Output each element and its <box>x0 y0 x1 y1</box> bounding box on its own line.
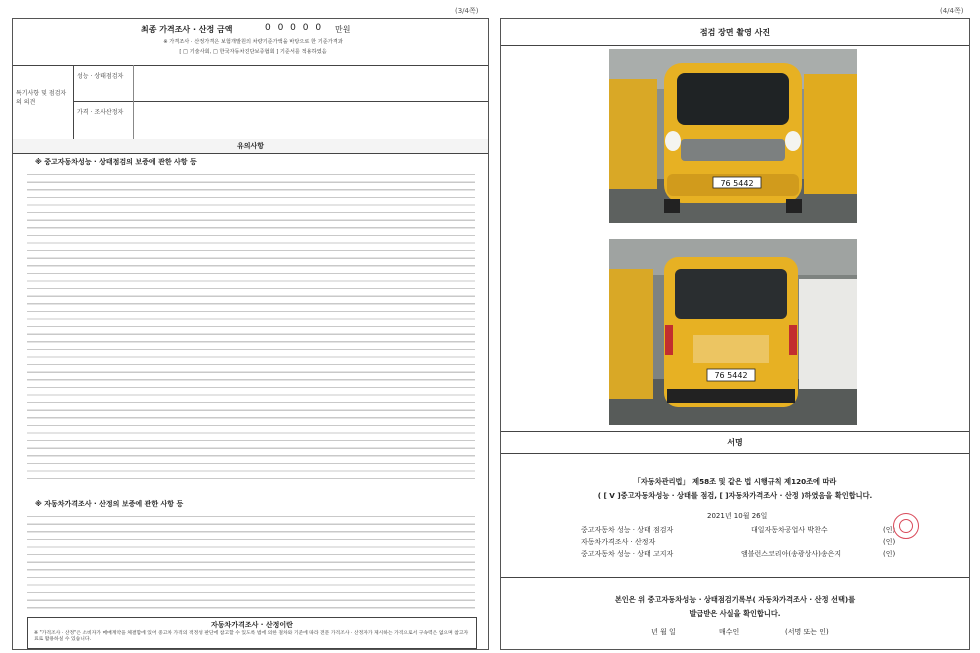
sign-row-1-value: 대일자동차공업사 박찬수 <box>751 526 828 534</box>
price-value: 0 0 0 0 0 <box>265 23 324 33</box>
sign-row-3-value: 앰블런스코리아(송광상사)송은지 <box>741 550 842 558</box>
receipt-line-1: 본인은 위 중고자동차성능 · 상태점검기록부( 자동차가격조사 · 산정 선택)를 <box>614 595 856 604</box>
statement-line-1: 「자동차관리법」 제58조 및 같은 법 시행규칙 제120조에 따라 <box>633 477 837 486</box>
footer-box <box>27 617 477 649</box>
sign-row-3-sign: (인) <box>883 550 896 558</box>
sign-row-1-label: 중고자동차 성능 · 상태 점검자 <box>581 526 674 534</box>
special-row-inspector: 성능 · 상태점검자 <box>77 73 124 80</box>
page-number-right: (4/4쪽) <box>940 7 964 15</box>
sign-title: 서명 <box>727 438 743 447</box>
special-notes-table <box>13 65 488 140</box>
special-notes-label: 특기사항 및 점검자의 의견 <box>16 90 67 106</box>
notice-title: 유의사항 <box>13 139 488 154</box>
section2-title: ※ 자동차가격조사 · 산정의 보증에 관한 사항 등 <box>35 500 184 508</box>
sign-row-2-sign: (인) <box>883 538 896 546</box>
price-section <box>13 19 488 66</box>
price-note-2: [ □ 기술사회, □ 한국자동차진단보증협회 ] 기준서를 적용하였음 <box>179 49 327 55</box>
sign-row-1-sign: (인) <box>883 526 896 534</box>
svg-text:76 5442: 76 5442 <box>714 371 748 380</box>
inspection-photo-rear <box>609 239 857 425</box>
price-note: ※ 가격조사 · 산정가격은 보험개발원의 차량기준가액을 바탕으로 한 기준가격과 <box>163 39 343 45</box>
receipt-date: 년 월 일 <box>651 628 676 636</box>
document-sheet-right <box>500 18 970 650</box>
price-unit: 만원 <box>335 25 351 34</box>
section1-title: ※ 중고자동차성능 · 상태점검의 보증에 관한 사항 등 <box>35 158 197 166</box>
section1-body <box>27 171 475 481</box>
photo-title: 점검 장면 촬영 사진 <box>699 28 771 37</box>
footer-text: ※ "가격조사 · 산정"은 소비자가 매매계약을 체결함에 있어 중고차 가격의 적정성 판단에 참고할 수 있도록 법에 의한 절차와 기준에 따라 전문 가격조사 · 산정자가 제시하는 가격으로서 구속력은 없으며 참고자료로 활용하실 수 있습니다. <box>34 631 469 642</box>
sign-date: 2021년 10월 26일 <box>707 512 768 520</box>
page-number-left: (3/4쪽) <box>455 7 479 15</box>
footer-title: 자동차가격조사 · 산정이란 <box>211 621 293 629</box>
seal-stamp <box>893 513 919 539</box>
buyer-sign: (서명 또는 인) <box>785 628 829 636</box>
inspection-photo-front <box>609 49 857 223</box>
svg-text:76 5442: 76 5442 <box>720 179 754 188</box>
special-row-appraiser: 가격 · 조사산정자 <box>77 109 124 116</box>
price-title: 최종 가격조사 · 산정 금액 <box>141 25 233 34</box>
sign-row-3-label: 중고자동차 성능 · 상태 고지자 <box>581 550 674 558</box>
statement-line-2: ( [ V ]중고자동차성능 · 상태를 점검, [ ]자동차가격조사 · 산정 )하였음을 확인합니다. <box>597 491 873 500</box>
document-sheet-left <box>12 18 489 650</box>
buyer-label: 매수인 <box>719 628 740 636</box>
receipt-line-2: 발급받은 사실을 확인합니다. <box>689 609 781 618</box>
sign-row-2-label: 자동차가격조사 · 산정자 <box>581 538 656 546</box>
section2-body <box>27 513 475 613</box>
